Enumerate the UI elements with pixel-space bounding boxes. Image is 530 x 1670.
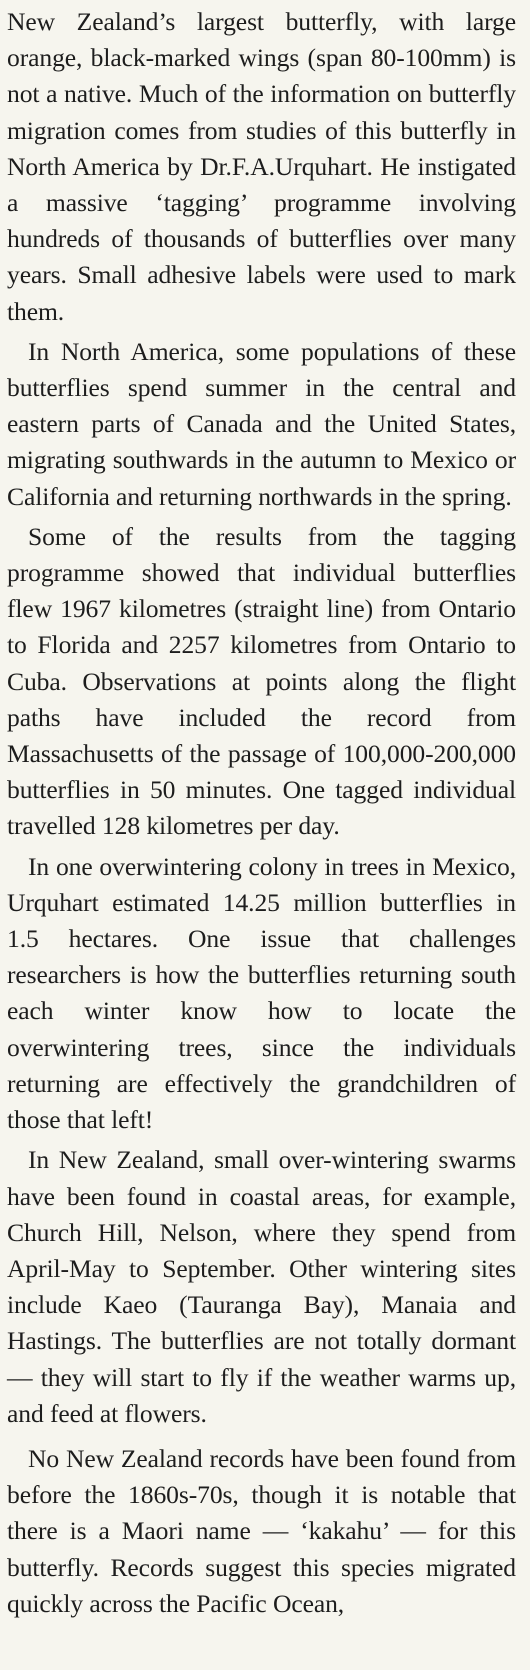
paragraph-5: In New Zealand, small over-wintering swarms have been found in coastal areas, for example, Church Hill, Nelson, where they spend from April-May to September. Other wintering sites include Kaeo (Tauranga Bay), Manaia and Hastings. The butterflies are not totally dormant — they will start to fly if the weather warms up, and feed at flowers. <box>7 1145 516 1428</box>
paragraph-4: In one overwintering colony in trees in Mexico, Urquhart estimated 14.25 million butterflies in 1.5 hectares. One issue that challenges researchers is how the butterflies returning south each winter know how to locate the overwintering trees, since the individuals returning are effectively the grandchildren of those that left! <box>7 851 516 1135</box>
paragraph-1: New Zealand’s largest butterfly, with large orange, black-marked wings (span 80-100mm) is not a native. Much of the information on butterfly migration comes from studies of this butterfly in North America by Dr.F.A.Urquhart. He instigated a massive ‘tagging’ programme involving hundreds of thousands of butterflies over many years. Small adhesive labels were used to mark them. <box>7 7 516 326</box>
paragraph-2: In North America, some populations of these butterflies spend summer in the central and eastern parts of Canada and the United States, migrating southwards in the autumn to Mexico or California and returning northwards in the spring. <box>7 336 516 511</box>
paragraph-6: No New Zealand records have been found from before the 1860s-70s, though it is notable that there is a Maori name — ‘kakahu’ — for this butterfly. Records suggest this species migrated quickly across the Pacific Ocean, <box>7 1443 516 1618</box>
paragraph-3: Some of the results from the tagging programme showed that individual butterflies flew 1967 kilometres (straight line) from Ontario to Florida and 2257 kilometres from Ontario to Cuba. Observations at points along the flight paths have included the record from Massachusetts of the passage of 100,000-200,000 butterflies in 50 minutes. One tagged individual travelled 128 kilometres per day. <box>7 521 516 841</box>
